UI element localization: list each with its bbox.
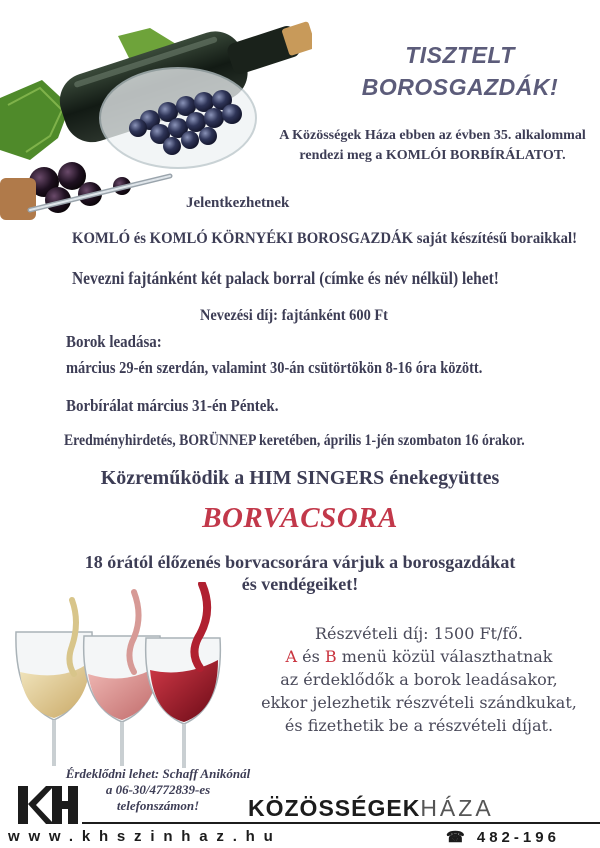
footer-phone xyxy=(440,828,560,846)
kh-logo xyxy=(18,784,78,826)
kh-logo-icon xyxy=(18,784,78,826)
dropoff-heading: Borok leadása: xyxy=(66,332,162,351)
menu-a: A xyxy=(285,647,298,666)
website-link[interactable]: www.khszinhaz.hu xyxy=(8,828,282,845)
contact-line-3: telefonszámon! xyxy=(116,798,200,813)
dinner-title: BORVACSORA xyxy=(202,502,398,534)
apply-heading: Jelentkezhetnek xyxy=(186,195,290,211)
brand-name-bold: KÖZÖSSÉGEK xyxy=(248,795,421,821)
info-line-3: az érdeklődők a borok leadásakor, xyxy=(280,670,558,689)
dropoff-when: március 29-én szerdán, valamint 30-án csütörtökön 8-16 óra között. xyxy=(66,358,483,377)
menu-choice-line xyxy=(238,645,600,668)
contact-line-1: Érdeklődni lehet: Schaff Anikónál xyxy=(65,766,251,781)
contact-line-2: a 06-30/4772839-es xyxy=(105,782,211,797)
entry-rule: Nevezni fajtánként két palack borral (címke és név nélkül) lehet! xyxy=(72,268,499,288)
title-line-1: TISZTELT xyxy=(405,42,515,68)
brand-name-light: HÁZA xyxy=(420,795,494,821)
telephone-icon: ☎ xyxy=(446,829,469,846)
info-line-5: és fizethetik be a részvételi díjat. xyxy=(284,716,554,735)
dinner-info xyxy=(238,622,600,737)
intro-text: A Közösségek Háza ebben az évben 35. alkalommal rendezi meg a xyxy=(279,128,586,163)
performer-line: Közreműködik a HIM SINGERS énekegyüttes xyxy=(100,467,500,489)
intro-paragraph xyxy=(270,126,595,166)
who-can-apply: KOMLÓ és KOMLÓ KÖRNYÉKI BOROSGAZDÁK saját készítésű boraikkal! xyxy=(72,230,578,247)
wine-bottle-grapes-photo xyxy=(0,10,312,220)
dinner-invite-line-2: és vendégeiket! xyxy=(241,574,359,594)
menu-b: B xyxy=(324,647,337,666)
judging-date: Borbírálat március 31-én Péntek. xyxy=(66,396,279,415)
title-line-2: BOROSGAZDÁK! xyxy=(361,74,559,100)
wine-glasses-image xyxy=(14,582,224,772)
entry-fee: Nevezési díj: fajtánként 600 Ft xyxy=(200,307,388,324)
event-name: KOMLÓI BORBÍRÁLATOT. xyxy=(385,148,566,163)
dinner-invite-line-1: 18 órától élőzenés borvacsorára várjuk a borosgazdákat xyxy=(84,552,516,572)
info-line-4: ekkor jelezhetik részvételi szándkukat, xyxy=(261,693,577,712)
menu-rest: menü közül választhatnak xyxy=(336,647,553,666)
dinner-fee: Részvételi díj: 1500 Ft/fő. xyxy=(314,624,524,643)
footer-divider xyxy=(82,822,600,824)
phone-number: 482-196 xyxy=(476,829,560,846)
menu-and: és xyxy=(297,647,325,666)
results-announcement: Eredményhirdetés, BORÜNNEP keretében, április 1-jén szombaton 16 órakor. xyxy=(64,432,525,449)
brand-name xyxy=(248,795,494,822)
